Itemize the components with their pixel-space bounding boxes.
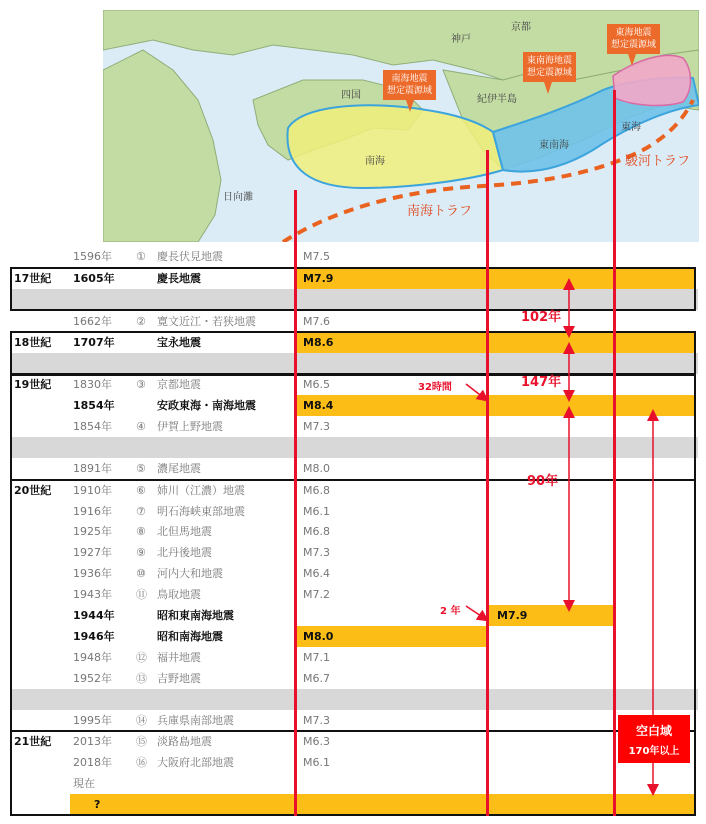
- map-label-shikoku: 四国: [341, 90, 361, 101]
- row-year: 1916年: [73, 505, 112, 518]
- row-name: 安政東海・南海地震: [157, 399, 256, 412]
- row-century: 21世紀: [14, 735, 52, 748]
- callout-tokai: 東海地震 想定震源域: [607, 24, 660, 54]
- row-year: 1952年: [73, 672, 112, 685]
- row-year: 1946年: [73, 630, 115, 643]
- row-number: ⑬: [136, 672, 147, 685]
- blank-zone-box: [618, 715, 690, 763]
- row-year: 1662年: [73, 315, 112, 328]
- row-year: 1948年: [73, 651, 112, 664]
- row-century: 20世紀: [14, 484, 52, 497]
- row-magnitude: M7.3: [303, 714, 330, 727]
- row-number: ④: [136, 420, 146, 433]
- row-number: ⑨: [136, 546, 146, 559]
- row-year: 1925年: [73, 525, 112, 538]
- row-name: 慶長地震: [157, 272, 201, 285]
- row-name: 福井地震: [157, 651, 201, 664]
- blank-zone-title: 空白域: [635, 724, 672, 738]
- map-label-hyuganada: 日向灘: [223, 192, 253, 203]
- suruga-trough-label: 駿河トラフ: [625, 154, 691, 169]
- row-magnitude: M7.9: [303, 272, 334, 285]
- row-year: 1830年: [73, 378, 112, 391]
- row-name: 河内大和地震: [157, 567, 223, 580]
- row-number: ⑥: [136, 484, 146, 497]
- row-name: 鳥取地震: [157, 588, 201, 601]
- row-magnitude: M8.0: [303, 630, 334, 643]
- row-name: 宝永地震: [157, 336, 201, 349]
- row-magnitude: M6.5: [303, 378, 330, 391]
- map-label-tokai: 東海: [621, 122, 641, 133]
- row-year: 1936年: [73, 567, 112, 580]
- row-magnitude: M6.7: [303, 672, 330, 685]
- row-magnitude: M6.8: [303, 484, 330, 497]
- row-magnitude: M6.8: [303, 525, 330, 538]
- row-magnitude: M6.4: [303, 567, 330, 580]
- row-number: ②: [136, 315, 146, 328]
- map-label-kobe: 神戸: [451, 34, 471, 45]
- row-name: 伊賀上野地震: [157, 420, 223, 433]
- map-label-tonankai: 東南海: [539, 140, 569, 151]
- row-number: ⑫: [136, 651, 147, 664]
- row-magnitude: M8.6: [303, 336, 334, 349]
- row-name: 兵庫県南部地震: [157, 714, 234, 727]
- map-label-nankai: 南海: [365, 156, 385, 167]
- row-magnitude: M7.3: [303, 546, 330, 559]
- row-year: 1995年: [73, 714, 112, 727]
- row-year: 1910年: [73, 484, 112, 497]
- row-name: 姉川（江濃）地震: [157, 484, 245, 497]
- row-name: 北丹後地震: [157, 546, 212, 559]
- row-year: 1943年: [73, 588, 112, 601]
- hours-label: 32時間: [418, 382, 452, 393]
- row-number: ⑦: [136, 505, 146, 518]
- row-name: 濃尾地震: [157, 462, 201, 475]
- interval-label-102: 102年: [521, 310, 562, 325]
- row-century: 18世紀: [14, 336, 52, 349]
- row-number: ⑮: [136, 735, 147, 748]
- row-magnitude: M6.1: [303, 756, 330, 769]
- row-name: 北但馬地震: [157, 525, 212, 538]
- row-year: 1596年: [73, 250, 112, 263]
- row-number: ③: [136, 378, 146, 391]
- row-name: 昭和南海地震: [157, 630, 223, 643]
- row-year: 1891年: [73, 462, 112, 475]
- row-magnitude: M7.1: [303, 651, 330, 664]
- row-year: 2013年: [73, 735, 112, 748]
- row-magnitude: M8.4: [303, 399, 334, 412]
- row-magnitude: M7.3: [303, 420, 330, 433]
- row-year: 1927年: [73, 546, 112, 559]
- row-year: 1854年: [73, 420, 112, 433]
- row-year: 1707年: [73, 336, 115, 349]
- row-number: ⑩: [136, 567, 146, 580]
- row-number: ⑭: [136, 714, 147, 727]
- years-label: 2 年: [440, 606, 461, 617]
- row-number: ⑤: [136, 462, 146, 475]
- row-year: 2018年: [73, 756, 112, 769]
- row-magnitude: M7.2: [303, 588, 330, 601]
- row-name: 京都地震: [157, 378, 201, 391]
- nankai-trough-label: 南海トラフ: [407, 204, 473, 219]
- interval-label-90: 90年: [527, 474, 559, 489]
- row-century: 17世紀: [14, 272, 52, 285]
- row-number: ⑧: [136, 525, 146, 538]
- blank-zone-duration: 170年以上: [628, 746, 680, 757]
- row-magnitude: M7.5: [303, 250, 330, 263]
- hours-arrow: [466, 384, 484, 398]
- row-name: 慶長伏見地震: [157, 250, 223, 263]
- row-name: 吉野地震: [157, 672, 201, 685]
- row-name: 大阪府北部地震: [157, 756, 234, 769]
- callout-tonankai: 東南海地震 想定震源域: [523, 52, 576, 82]
- row-name: 昭和東南海地震: [157, 609, 234, 622]
- row-magnitude: M7.9: [497, 609, 528, 622]
- future-unknown: ?: [94, 798, 101, 811]
- interval-label-147: 147年: [521, 375, 562, 390]
- row-name: 寛文近江・若狭地震: [157, 315, 256, 328]
- map-label-kyoto: 京都: [511, 22, 531, 33]
- years-arrow: [466, 606, 484, 618]
- row-magnitude: M6.1: [303, 505, 330, 518]
- row-magnitude: M8.0: [303, 462, 330, 475]
- row-number: ⑯: [136, 756, 147, 769]
- row-year: 現在: [73, 777, 95, 790]
- row-number: ①: [136, 250, 146, 263]
- row-year: 1605年: [73, 272, 115, 285]
- row-magnitude: M7.6: [303, 315, 330, 328]
- row-number: ⑪: [136, 588, 147, 601]
- map-label-kii: 紀伊半島: [477, 94, 517, 105]
- row-name: 淡路島地震: [157, 735, 212, 748]
- row-year: 1944年: [73, 609, 115, 622]
- row-century: 19世紀: [14, 378, 52, 391]
- callout-nankai: 南海地震 想定震源域: [383, 70, 436, 100]
- row-year: 1854年: [73, 399, 115, 412]
- row-magnitude: M6.3: [303, 735, 330, 748]
- row-name: 明石海峡東部地震: [157, 505, 245, 518]
